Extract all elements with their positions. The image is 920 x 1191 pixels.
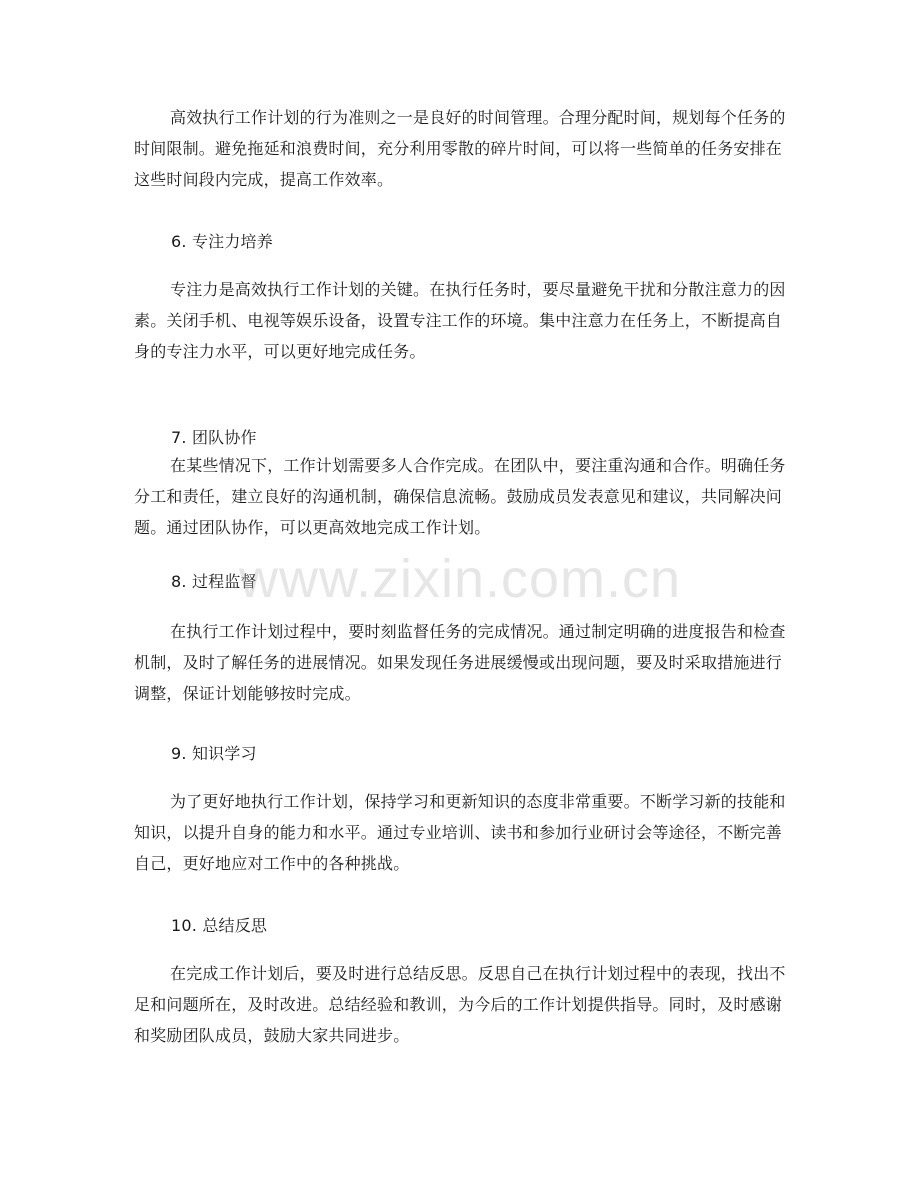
section-body-learning: [134, 786, 786, 879]
paragraph-text: 在执行工作计划过程中，要时刻监督任务的完成情况。通过制定明确的进度报告和检查机制，及时了解任务的进展情况。如果发现任务进展缓慢或出现问题，要及时采取措施进行调整，保证计划能够按时完成。: [134, 622, 786, 703]
section-heading-teamwork: 7. 团队协作: [171, 428, 257, 447]
paragraph-text: 专注力是高效执行工作计划的关键。在执行任务时，要尽量避免干扰和分散注意力的因素。关闭手机、电视等娱乐设备，设置专注工作的环境。集中注意力在任务上，不断提高自身的专注力水平，可以更好地完成任务。: [134, 280, 786, 361]
section-heading-monitoring: 8. 过程监督: [171, 572, 257, 591]
section-body-monitoring: [134, 616, 786, 709]
section-heading-focus: 6. 专注力培养: [171, 232, 273, 251]
paragraph-text: 为了更好地执行工作计划，保持学习和更新知识的态度非常重要。不断学习新的技能和知识，以提升自身的能力和水平。通过专业培训、读书和参加行业研讨会等途径，不断完善自己，更好地应对工作中的各种挑战。: [134, 792, 786, 873]
paragraph-text: 在某些情况下，工作计划需要多人合作完成。在团队中，要注重沟通和合作。明确任务分工和责任，建立良好的沟通机制，确保信息流畅。鼓励成员发表意见和建议，共同解决问题。通过团队协作，可以更高效地完成工作计划。: [134, 456, 786, 537]
paragraph-text: 在完成工作计划后，要及时进行总结反思。反思自己在执行计划过程中的表现，找出不足和问题所在，及时改进。总结经验和教训，为今后的工作计划提供指导。同时，及时感谢和奖励团队成员，鼓励大家共同进步。: [134, 964, 786, 1045]
watermark-text: www.zixin.com.cn: [238, 549, 682, 609]
section-heading-learning: 9. 知识学习: [171, 744, 257, 763]
section-body-teamwork: [134, 450, 786, 543]
section-body-focus: [134, 274, 786, 367]
paragraph-time-management: [134, 102, 786, 195]
paragraph-text: 高效执行工作计划的行为准则之一是良好的时间管理。合理分配时间，规划每个任务的时间限制。避免拖延和浪费时间，充分利用零散的碎片时间，可以将一些简单的任务安排在这些时间段内完成，提高工作效率。: [134, 108, 786, 189]
section-body-reflection: [134, 958, 786, 1051]
section-heading-reflection: 10. 总结反思: [171, 916, 268, 935]
